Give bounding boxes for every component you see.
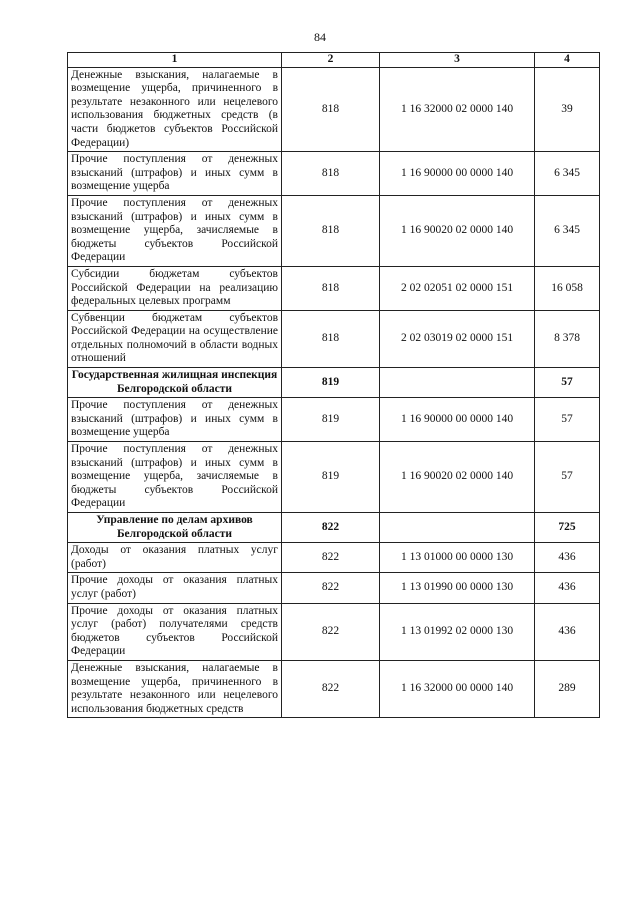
table-body: [68, 67, 600, 718]
table-row: [68, 603, 600, 660]
revenue-name-cell: Прочие доходы от оказания платных услуг (работ) получателями средств бюджетов субъектов Российской Федерации: [68, 603, 282, 660]
budget-classification-code-cell: 1 16 32000 02 0000 140: [380, 67, 535, 152]
amount-cell: 57: [535, 368, 600, 398]
budget-classification-code-cell: 2 02 02051 02 0000 151: [380, 266, 535, 310]
revenue-name-cell: Прочие поступления от денежных взысканий (штрафов) и иных сумм в возмещение ущерба: [68, 398, 282, 442]
amount-cell: 436: [535, 543, 600, 573]
amount-cell: 8 378: [535, 310, 600, 367]
administrator-code-cell: 819: [282, 368, 380, 398]
section-header-row: [68, 368, 600, 398]
amount-cell: 436: [535, 603, 600, 660]
administrator-code-cell: 819: [282, 442, 380, 513]
section-header-row: [68, 513, 600, 543]
administrator-code-cell: 822: [282, 543, 380, 573]
administrator-code-cell: 818: [282, 195, 380, 266]
table-header-row: [68, 53, 600, 68]
amount-cell: 6 345: [535, 152, 600, 196]
revenue-name-cell: Прочие доходы от оказания платных услуг (работ): [68, 573, 282, 603]
amount-cell: 725: [535, 513, 600, 543]
administrator-code-cell: 822: [282, 660, 380, 717]
amount-cell: 39: [535, 67, 600, 152]
column-header-4: 4: [535, 53, 600, 68]
column-header-3: 3: [380, 53, 535, 68]
revenue-name-cell: Государственная жилищная инспекция Белгородской области: [68, 368, 282, 398]
budget-classification-code-cell: 1 16 90020 02 0000 140: [380, 442, 535, 513]
revenue-name-cell: Доходы от оказания платных услуг (работ): [68, 543, 282, 573]
table-row: [68, 266, 600, 310]
table-row: [68, 310, 600, 367]
revenue-name-cell: Прочие поступления от денежных взысканий (штрафов) и иных сумм в возмещение ущерба: [68, 152, 282, 196]
administrator-code-cell: 822: [282, 513, 380, 543]
budget-classification-code-cell: [380, 368, 535, 398]
revenue-name-cell: Денежные взыскания, налагаемые в возмещение ущерба, причиненного в результате незаконного или нецелевого использования бюджетных средств (в части бюджетов субъектов Российской Федерации): [68, 67, 282, 152]
page-number: 84: [314, 30, 326, 44]
budget-classification-code-cell: 1 13 01000 00 0000 130: [380, 543, 535, 573]
amount-cell: 57: [535, 398, 600, 442]
revenue-table: [67, 52, 600, 718]
revenue-name-cell: Субсидии бюджетам субъектов Российской Федерации на реализацию федеральных целевых программ: [68, 266, 282, 310]
amount-cell: 6 345: [535, 195, 600, 266]
revenue-name-cell: Денежные взыскания, налагаемые в возмещение ущерба, причиненного в результате незаконного или нецелевого использования бюджетных средств: [68, 660, 282, 717]
budget-classification-code-cell: 2 02 03019 02 0000 151: [380, 310, 535, 367]
revenue-name-cell: Прочие поступления от денежных взысканий (штрафов) и иных сумм в возмещение ущерба, зачисляемые в бюджеты субъектов Российской Федерации: [68, 442, 282, 513]
amount-cell: 57: [535, 442, 600, 513]
amount-cell: 436: [535, 573, 600, 603]
table-row: [68, 195, 600, 266]
budget-classification-code-cell: 1 13 01990 00 0000 130: [380, 573, 535, 603]
revenue-name-cell: Прочие поступления от денежных взысканий (штрафов) и иных сумм в возмещение ущерба, зачисляемые в бюджеты субъектов Российской Федерации: [68, 195, 282, 266]
budget-classification-code-cell: 1 16 90000 00 0000 140: [380, 398, 535, 442]
revenue-name-cell: Субвенции бюджетам субъектов Российской Федерации на осуществление отдельных полномочий в области водных отношений: [68, 310, 282, 367]
table-row: [68, 573, 600, 603]
table-row: [68, 442, 600, 513]
column-header-2: 2: [282, 53, 380, 68]
administrator-code-cell: 818: [282, 67, 380, 152]
amount-cell: 16 058: [535, 266, 600, 310]
administrator-code-cell: 818: [282, 152, 380, 196]
budget-classification-code-cell: 1 13 01992 02 0000 130: [380, 603, 535, 660]
amount-cell: 289: [535, 660, 600, 717]
column-header-1: 1: [68, 53, 282, 68]
administrator-code-cell: 818: [282, 310, 380, 367]
table-row: [68, 543, 600, 573]
table-row: [68, 67, 600, 152]
revenue-name-cell: Управление по делам архивов Белгородской области: [68, 513, 282, 543]
budget-classification-code-cell: 1 16 90020 02 0000 140: [380, 195, 535, 266]
administrator-code-cell: 819: [282, 398, 380, 442]
administrator-code-cell: 822: [282, 603, 380, 660]
budget-classification-code-cell: 1 16 90000 00 0000 140: [380, 152, 535, 196]
table-row: [68, 660, 600, 717]
table-row: [68, 398, 600, 442]
administrator-code-cell: 818: [282, 266, 380, 310]
administrator-code-cell: 822: [282, 573, 380, 603]
budget-classification-code-cell: [380, 513, 535, 543]
budget-classification-code-cell: 1 16 32000 00 0000 140: [380, 660, 535, 717]
table-row: [68, 152, 600, 196]
